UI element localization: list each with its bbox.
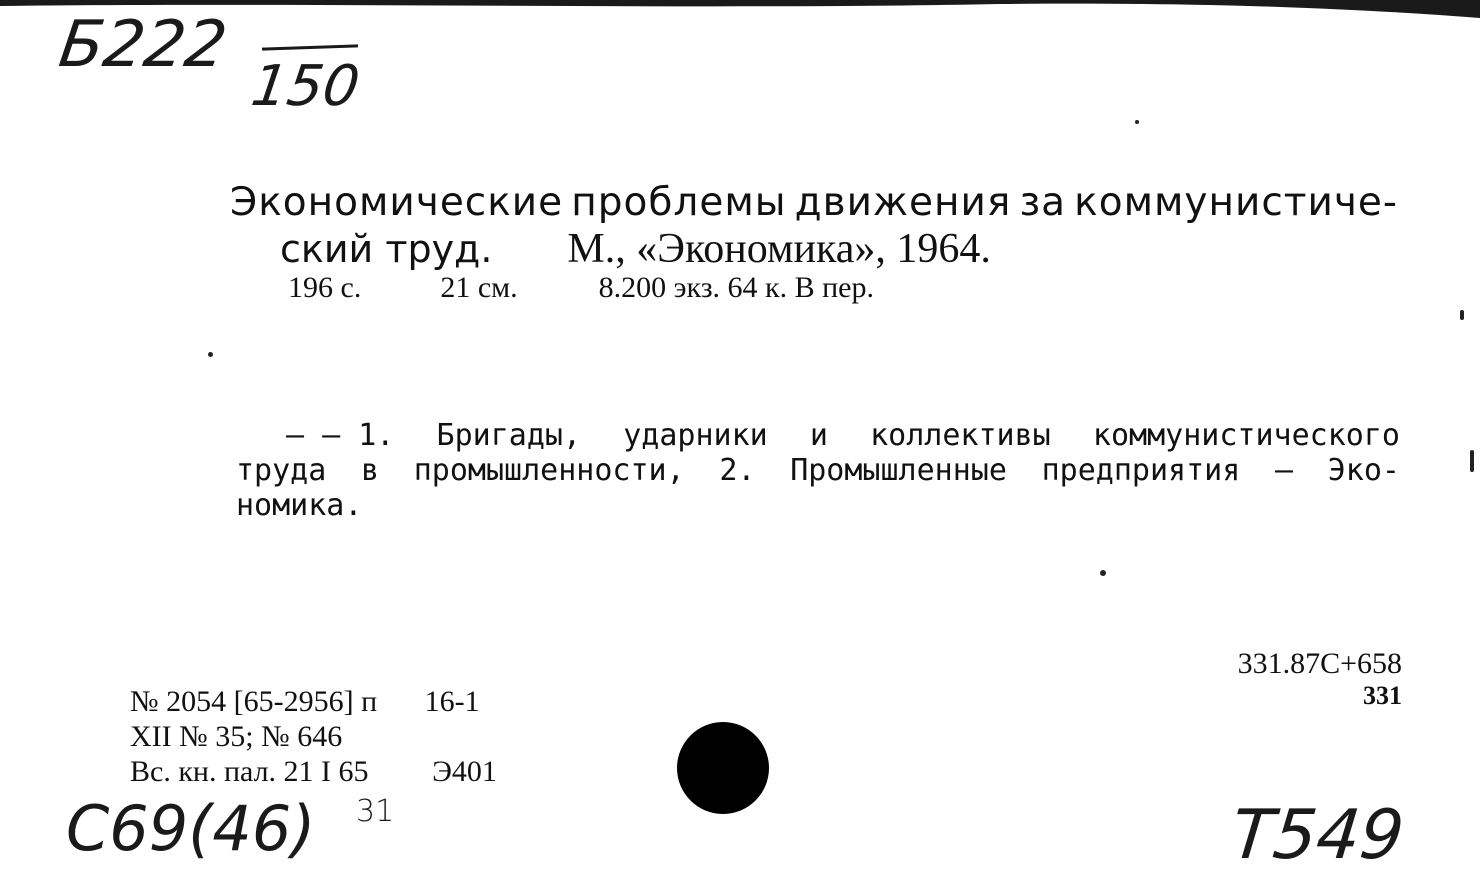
subject-word: Эко- (1327, 453, 1400, 488)
subject-word: ударники (623, 418, 768, 453)
chamber-date: Вс. кн. пал. 21 I 65 (130, 755, 369, 788)
ink-speck (208, 352, 213, 357)
handwritten-code-left-superscript: 31 (356, 794, 395, 829)
subject-line-1 (236, 418, 1400, 453)
title-word: Экономические (230, 180, 564, 225)
shelf-mark: Б222 (54, 8, 232, 82)
handwritten-code-right: Т549 (1227, 796, 1408, 875)
subject-word: промышленности, (413, 453, 685, 488)
subject-word: предприятия (1041, 453, 1241, 488)
print-run-price: 8.200 экз. 64 к. В пер. (598, 271, 875, 304)
card-code: п (361, 685, 378, 718)
subject-word: труда (236, 453, 327, 488)
punch-hole (677, 722, 769, 814)
card-series: 16-1 (424, 685, 480, 718)
title-word: за (1019, 180, 1067, 225)
title-word: проблемы (571, 180, 787, 225)
registration-line-3 (130, 754, 497, 789)
subject-word: — (1275, 453, 1294, 488)
subject-headings (236, 418, 1400, 523)
size: 21 см. (440, 271, 518, 304)
subject-word: Бригады, (436, 418, 582, 453)
ink-speck (1460, 310, 1464, 320)
subject-word: Промышленные (790, 453, 1007, 488)
ink-speck (1470, 450, 1474, 472)
title-line-1 (230, 180, 1398, 225)
subject-word: коммунистического (1092, 418, 1400, 453)
bibliographic-description (230, 180, 1410, 305)
title-word: коммунистиче- (1074, 180, 1398, 225)
card-number: № 2054 (130, 685, 227, 718)
title-line-2 (280, 225, 1410, 273)
title-end: ский труд. (280, 227, 493, 271)
registration-line-1 (130, 684, 497, 719)
handwritten-code-left: С69(46) (66, 792, 316, 865)
subject-line-2 (236, 453, 1400, 488)
classification-line-2: 331 (1363, 681, 1402, 710)
registration-info (130, 684, 497, 789)
subject-word: номика. (236, 488, 363, 523)
ink-speck (1100, 570, 1106, 576)
subject-word: коллективы (870, 418, 1051, 453)
subject-word: 2. (719, 453, 756, 488)
subject-line-3 (236, 488, 1400, 523)
title-word: движения (794, 180, 1012, 225)
print-code: Э401 (432, 755, 497, 788)
publication-info: М., «Экономика», 1964. (567, 226, 991, 272)
classification-index (1238, 648, 1402, 712)
pages: 196 с. (288, 271, 362, 304)
subject-word: в (361, 453, 380, 488)
classification-line-1: 331.87С+658 (1237, 647, 1402, 680)
subject-word: — — 1. (286, 418, 395, 453)
shelf-mark-divider (262, 44, 358, 50)
shelf-mark-number: 150 (247, 54, 364, 119)
subject-word: и (809, 418, 828, 453)
registration-line-2: XII № 35; № 646 (130, 720, 343, 753)
physical-description (288, 271, 1410, 305)
order-number: [65-2956] (233, 685, 354, 718)
ink-speck (1135, 120, 1139, 124)
